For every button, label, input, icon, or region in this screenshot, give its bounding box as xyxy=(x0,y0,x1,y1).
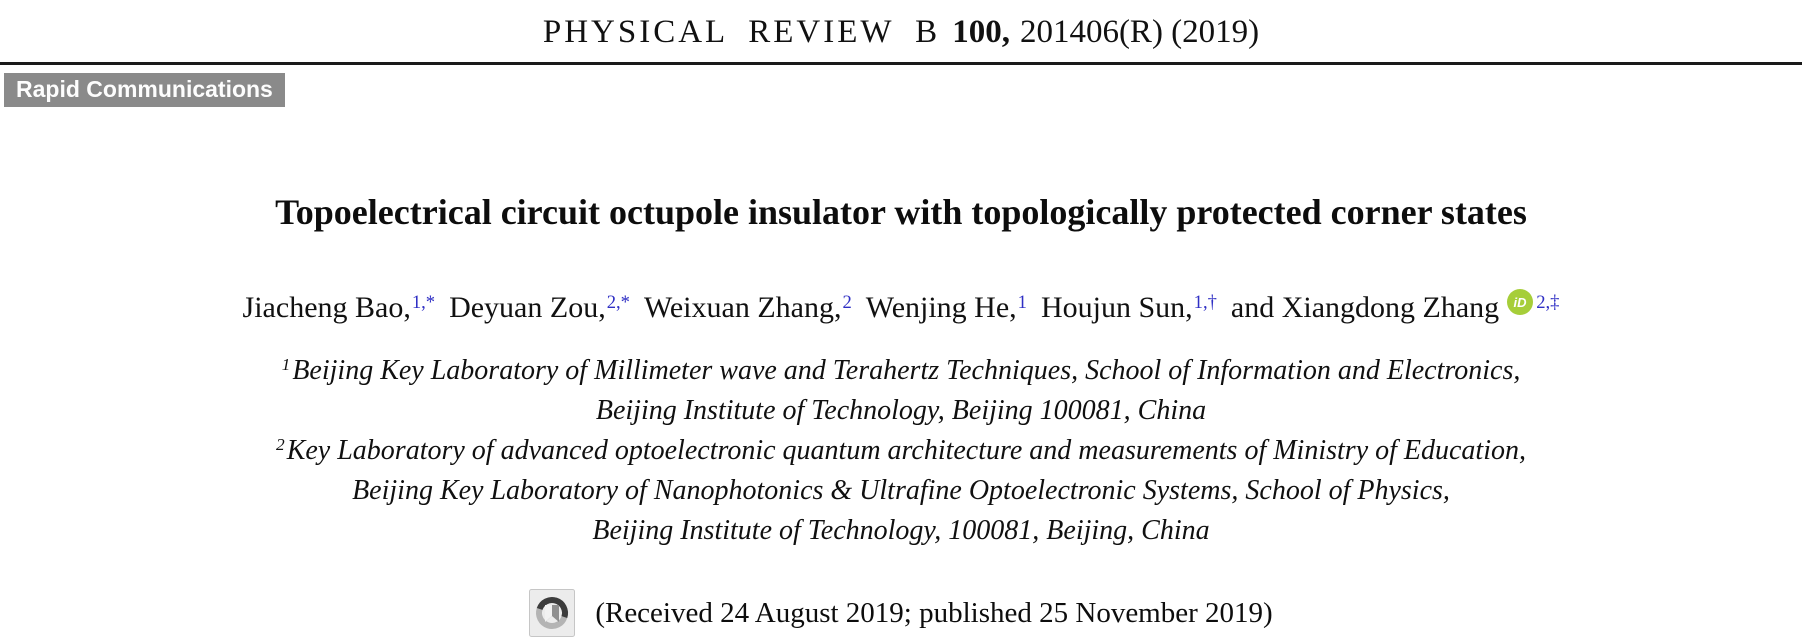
author-affiliation-superscript: 1,† xyxy=(1193,292,1217,313)
author-name: and Xiangdong Zhang xyxy=(1230,291,1500,324)
author xyxy=(1041,291,1217,324)
affiliation-text: Beijing Key Laboratory of Nanophotonics & Ultrafine Optoelectronic Systems, School of Physics, xyxy=(352,475,1450,506)
author-name: Wenjing He, xyxy=(865,291,1017,324)
journal-name: PHYSICAL REVIEW B xyxy=(542,14,941,50)
author-line xyxy=(0,285,1802,329)
author-affiliation-superscript: 1,* xyxy=(411,292,436,313)
author xyxy=(243,291,436,324)
author-name: Jiacheng Bao, xyxy=(242,291,411,324)
received-published-text: (Received 24 August 2019; published 25 November 2019) xyxy=(595,596,1273,629)
author xyxy=(644,291,852,324)
author-affiliation-superscript: 1 xyxy=(1017,292,1027,313)
affiliation-line xyxy=(0,391,1802,431)
header-rule xyxy=(0,62,1802,65)
journal-volume: 100, xyxy=(952,14,1010,50)
affiliation-line xyxy=(0,351,1802,391)
affiliations-block xyxy=(0,351,1802,551)
affiliation-text: Beijing Institute of Technology, Beijing 100081, China xyxy=(595,395,1207,426)
author xyxy=(1231,291,1560,324)
affiliation-line xyxy=(0,471,1802,511)
journal-header xyxy=(0,12,1802,52)
orcid-icon[interactable] xyxy=(1507,285,1533,327)
rapid-communications-badge: Rapid Communications xyxy=(4,73,285,107)
author xyxy=(866,291,1027,324)
author-name: Weixuan Zhang, xyxy=(643,291,842,324)
affiliation-text: Beijing Institute of Technology, 100081, Beijing, China xyxy=(592,515,1210,546)
affiliation-line xyxy=(0,431,1802,471)
author-name: Deyuan Zou, xyxy=(449,291,606,324)
affiliation-superscript: 2 xyxy=(276,435,285,454)
affiliation-superscript: 1 xyxy=(281,355,291,374)
affiliation-text: Key Laboratory of advanced optoelectronic quantum architecture and measurements of Ministry of Education, xyxy=(286,435,1526,466)
svg-text:iD: iD xyxy=(1513,295,1527,310)
author-affiliation-superscript: 2 xyxy=(842,292,852,313)
author-affiliation-superscript: 2,* xyxy=(606,292,630,313)
author xyxy=(449,291,630,324)
author-name: Houjun Sun, xyxy=(1040,291,1193,324)
author-affiliation-superscript: 2,‡ xyxy=(1536,292,1560,313)
paper-title: Topoelectrical circuit octupole insulator with topologically protected corner states xyxy=(275,192,1527,232)
journal-article-number: 201406(R) (2019) xyxy=(1019,14,1260,50)
affiliation-line xyxy=(0,511,1802,551)
affiliation-text: Beijing Key Laboratory of Millimeter wave and Terahertz Techniques, School of Information and Electronics, xyxy=(292,355,1521,386)
crossmark-icon[interactable] xyxy=(529,589,575,637)
received-line xyxy=(0,589,1802,637)
